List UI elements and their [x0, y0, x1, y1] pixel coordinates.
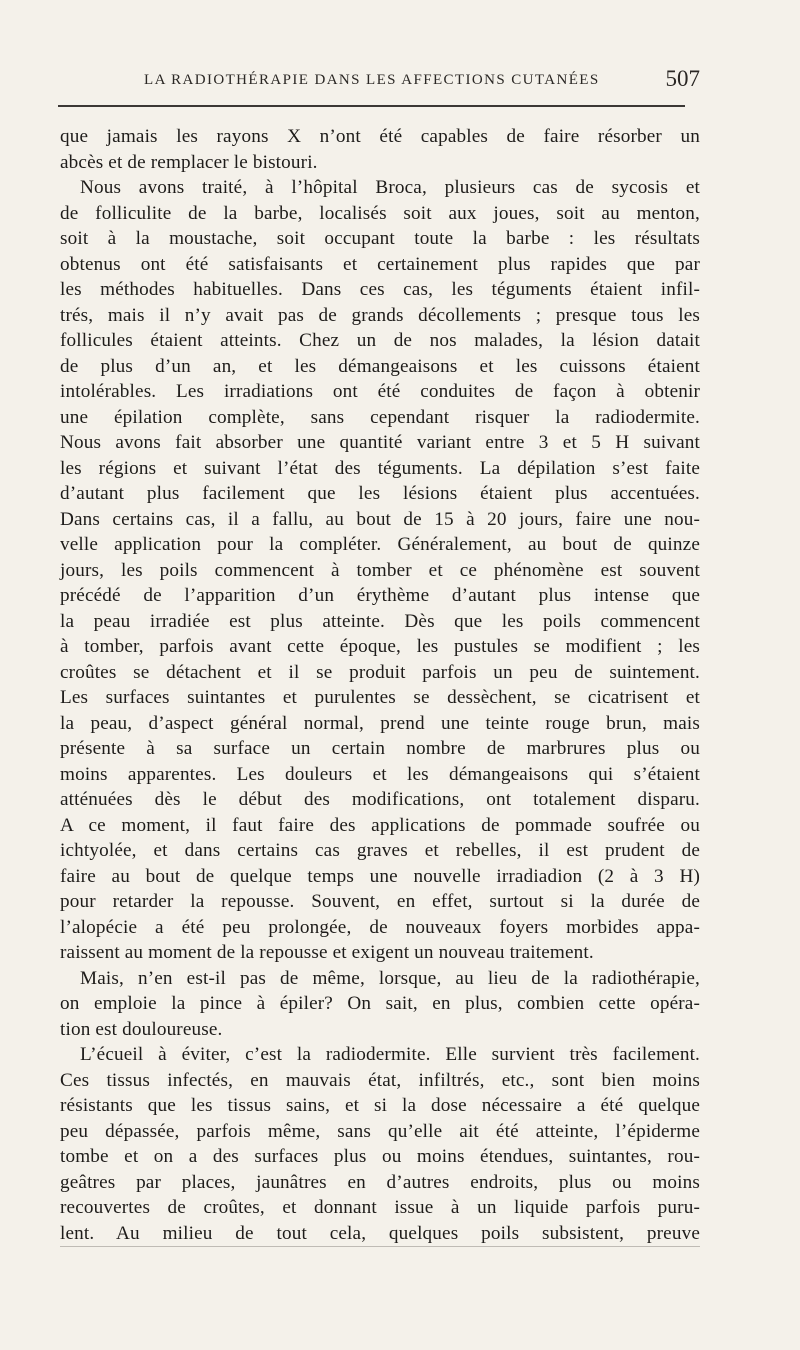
text-line: la peau irradiée est plus atteinte. Dès que les poils commencent	[60, 610, 700, 632]
text-line: Nous avons fait absorber une quantité variant entre 3 et 5 H suivant	[60, 432, 700, 453]
text-line: les régions et suivant l’état des téguments. La dépilation s’est faite	[60, 457, 700, 479]
text-line: trés, mais il n’y avait pas de grands décollements ; presque tous les	[60, 304, 700, 326]
text-line: de folliculite de la barbe, localisés soit aux joues, soit au menton,	[60, 202, 700, 224]
text-line: on emploie la pince à épiler? On sait, en plus, combien cette opéra-	[60, 993, 700, 1014]
text-line: croûtes se détachent et il se produit parfois un peu de suintement.	[60, 661, 700, 683]
running-title: LA RADIOTHÉRAPIE DANS LES AFFECTIONS CUTANÉES	[144, 72, 600, 88]
text-line: soit à la moustache, soit occupant toute la barbe : les résultats	[60, 228, 700, 249]
text-line: que jamais les rayons X n’ont été capables de faire résorber un	[60, 126, 700, 147]
text-line: intolérables. Les irradiations ont été conduites de façon à obtenir	[60, 381, 700, 402]
page-number: 507	[665, 66, 700, 91]
text-line: abcès et de remplacer le bistouri.	[60, 151, 318, 173]
text-line: atténuées dès le début des modifications, ont totalement disparu.	[60, 789, 700, 810]
text-line: résistants que les tissus sains, et si la dose nécessaire a été quelque	[60, 1095, 700, 1116]
header-rule	[58, 105, 685, 107]
text-line: une épilation complète, sans cependant risquer la radiodermite.	[60, 406, 700, 428]
body-text	[60, 124, 700, 1246]
text-line: les méthodes habituelles. Dans ces cas, les téguments étaient infil-	[60, 279, 700, 300]
text-line: Ces tissus infectés, en mauvais état, infiltrés, etc., sont bien moins	[60, 1069, 700, 1091]
bottom-rule	[60, 1246, 700, 1247]
text-line: l’alopécie a été peu prolongée, de nouveaux foyers morbides appa-	[60, 916, 700, 938]
text-line: obtenus ont été satisfaisants et certainement plus rapides que par	[60, 253, 700, 275]
text-line: de plus d’un an, et les démangeaisons et les cuissons étaient	[60, 355, 700, 377]
text-line: lent. Au milieu de tout cela, quelques poils subsistent, preuve	[60, 1222, 700, 1244]
text-line: velle application pour la compléter. Généralement, au bout de quinze	[60, 534, 700, 555]
text-line: raissent au moment de la repousse et exigent un nouveau traitement.	[60, 942, 594, 963]
text-line: geâtres par places, jaunâtres en d’autres endroits, plus ou moins	[60, 1171, 700, 1193]
text-line: follicules étaient atteints. Chez un de nos malades, la lésion datait	[60, 330, 700, 351]
text-line: d’autant plus facilement que les lésions étaient plus accentuées.	[60, 483, 700, 504]
text-line: pour retarder la repousse. Souvent, en effet, surtout si la durée de	[60, 891, 700, 912]
text-line: présente à sa surface un certain nombre de marbrures plus ou	[60, 738, 700, 759]
text-line: la peau, d’aspect général normal, prend une teinte rouge brun, mais	[60, 712, 700, 734]
text-line: Mais, n’en est-il pas de même, lorsque, au lieu de la radiothérapie,	[80, 967, 700, 989]
text-line: ichtyolée, et dans certains cas graves et rebelles, il est prudent de	[60, 840, 700, 861]
text-line: Les surfaces suintantes et purulentes se dessèchent, se cicatrisent et	[60, 687, 700, 708]
text-line: précédé de l’apparition d’un érythème d’autant plus intense que	[60, 585, 700, 606]
text-line: moins apparentes. Les douleurs et les démangeaisons qui s’étaient	[60, 763, 700, 785]
text-line: Dans certains cas, il a fallu, au bout de 15 à 20 jours, faire une nou-	[60, 508, 700, 530]
text-line: A ce moment, il faut faire des applications de pommade soufrée ou	[60, 814, 700, 836]
text-line: faire au bout de quelque temps une nouvelle irradiadion (2 à 3 H)	[60, 865, 700, 887]
text-line: jours, les poils commencent à tomber et ce phénomène est souvent	[60, 559, 700, 581]
text-line: tion est douloureuse.	[60, 1018, 223, 1040]
text-line: Nous avons traité, à l’hôpital Broca, plusieurs cas de sycosis et	[80, 177, 700, 198]
text-line: recouvertes de croûtes, et donnant issue à un liquide parfois puru-	[60, 1197, 700, 1218]
text-line: tombe et on a des surfaces plus ou moins étendues, suintantes, rou-	[60, 1146, 700, 1167]
text-line: L’écueil à éviter, c’est la radiodermite. Elle survient très facilement.	[80, 1044, 700, 1065]
text-line: peu dépassée, parfois même, sans qu’elle ait été atteinte, l’épiderme	[60, 1120, 700, 1142]
text-line: à tomber, parfois avant cette époque, les pustules se modifient ; les	[60, 636, 700, 657]
page-header	[60, 62, 700, 102]
